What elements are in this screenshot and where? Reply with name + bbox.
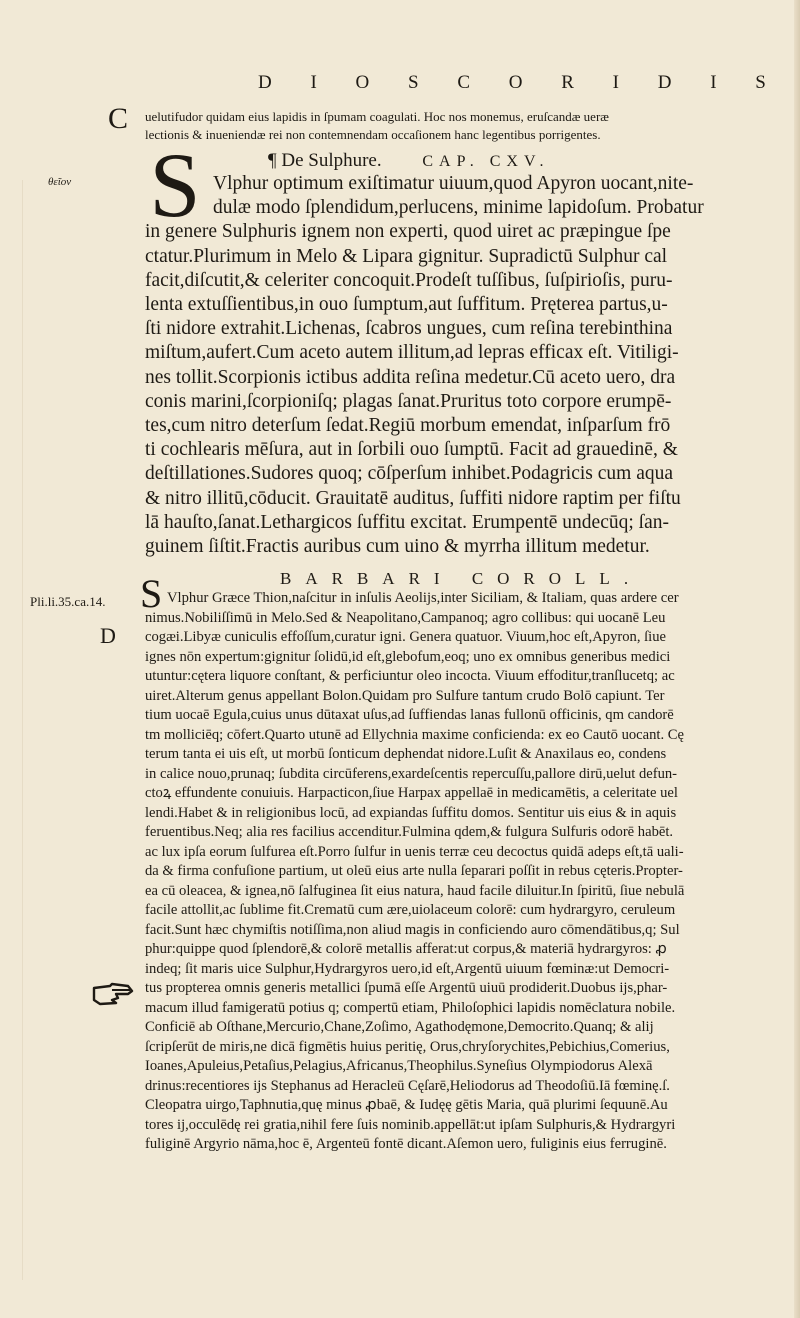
text-line: tes,cum nitro deterſum ſedat.Regiū morbum emendat, inſparſum frō [145, 415, 671, 437]
commentary-line: da & firma confuſione partium, ut oleū eius arte nulla ſeparari poſſit in rebus cęteris.Propter- [145, 863, 683, 879]
commentary-line: ſcripſerūt de miris,ne dicā figmētis huius peritię, Orus,chryſorychites,Pebichius,Comerius, [145, 1038, 670, 1055]
margin-ruling [22, 180, 23, 1280]
commentary-line: facile attollit,ac ſublime fit.Crematū cum ære,uiolaceum colorē: cum hydrargyro, ceruleum [145, 902, 676, 918]
commentary-line: ac lux ipſa eorum ſulfurea eſt.Porro ſulfur in uenis terræ ceu decoctus quidā adeps eſt,tā uali- [145, 843, 684, 860]
commentary-line: phur:quippe quod ſplendorē,& colorē metallis afferat:ut corpus,& materiā hydrargyros: ꝓ [145, 941, 667, 957]
intro-line: lectionis & inueniendæ rei non contemnendam occaſionem hanc legentibus porrigentes. [145, 127, 601, 142]
commentary-line: tores ij,occulēdę rei gratia,nihil fere ſuis nominib.appellāt:ut ipſam Sulphuris,& Hydrargyri [145, 1116, 676, 1133]
commentary-line: fuliginē Argyrio nāma,hoc ē, Argenteū fontē dicant.Aſemon uero, fuliginis eius ferruginē. [145, 1136, 667, 1152]
commentary-line: cogæi.Libyæ cuniculis effoſſum,curatur igni. Genera quatuor. Viuum,hoc eſt,Apyron, ſiue [145, 629, 667, 645]
text-line: Vlphur optimum exiſtimatur uiuum,quod Apyron uocant,nite- [213, 173, 694, 194]
running-head: D I O S C O R I D I S [258, 72, 783, 93]
commentary-heading: BARBARI COROLL. [280, 569, 643, 588]
commentary-line: indeq; ſit maris uice Sulphur,Hydrargyros uero,id eſt,Argentū uiuum fœminæ:ut Democri- [145, 960, 670, 977]
commentary-line: facit.Sunt hæc chymiſtis notiſſima,non aliud magis in conficiendo auro cōmendātibus,q; Sul [145, 921, 680, 938]
text-line: conis marini,ſcorpioniſq; plagas ſanat.Pruritus toto corpore erumpē- [145, 390, 672, 412]
margin-note-greek: θεῖον [48, 176, 72, 188]
commentary-line: Ioanes,Apuleius,Petaſius,Pelagius,Africanus,Theophilus.Syneſius Olympiodorus Alexā [145, 1058, 653, 1074]
text-line: facit,diſcutit,& celeriter concoquit.Prodeſt tuſſibus, ſuſpirioſis, puru- [145, 269, 673, 291]
text-line: in genere Sulphuris ignem non experti, quod uiret ac præpingue ſpe [145, 221, 671, 243]
commentary-line: terum tanta ei uis eſt, ut morbū ſonticum dephendat nidore.Luſit & Anaxilaus eo, condens [145, 746, 667, 762]
commentary-line: Cleopatra uirgo,Taphnutia,quę minus ꝓbaē, & Iudęę gētis Maria, quā plurimi ſequunē.Au [145, 1097, 668, 1113]
text-line: ſti nidore extrahit.Lichenas, ſcabros ungues, cum reſina terebinthina [145, 318, 673, 340]
text-line: dulæ modo ſplendidum,perlucens, minime lapidoſum. Probatur [213, 197, 704, 219]
text-line: deſtillationes.Sudores quoq; cōſperſum inhibet.Podagricis cum aqua [145, 463, 674, 485]
commentary-line: Conficiē ab Oſthane,Mercurio,Chane,Zoſimo, Agathodęmone,Democrito.Quanq; & alij [145, 1019, 654, 1035]
commentary-line: lendi.Habet & in religionibus locū, ad expiandas ſuffitu domos. Sentitur uis eius & in aquis [145, 804, 677, 821]
commentary-line: macum illud famigeratū potius q; compertū etiam, Philoſophici lapidis nomēclatura nobile. [145, 999, 676, 1016]
commentary-line: ctoꝝ effundente conuiuis. Harpacticon,ſiue Harpax appellaē in medicamētis, a celeritate uel [145, 785, 678, 801]
drop-initial-c: C [108, 102, 129, 135]
intro-line: uelutifudor quidam eius lapidis in ſpumam coagulati. Hoc nos monemus, eruſcandæ ueræ [145, 109, 609, 124]
text-line: nes tollit.Scorpionis ictibus addita reſina medetur.Cū aceto uero, dra [145, 366, 676, 388]
commentary-line: ignes nōn expertum:gignitur ſolidū,id eſt,glebofum,eoq; uno ex omnibus generibus medici [145, 648, 671, 665]
chapter-title: De Sulphure. [281, 150, 382, 171]
intro-paragraph [145, 108, 785, 144]
text-line: ti cochlearis mēſura, aut in ſorbili ouo ſumptū. Facit ad grauedinē, & [145, 439, 678, 461]
text-line: & nitro illitū,cōducit. Grauitatē auditus, ſuffiti nidore raptim per fiſtu [145, 487, 681, 509]
manicule-pointing-hand-icon [92, 982, 134, 1006]
decorated-initial-s: S [149, 134, 201, 236]
commentary-line: drinus:recentiores ijs Stephanus ad Heracleū Cęſarē,Heliodorus ad Theodoſiū.Iā fœminę.ſ. [145, 1077, 670, 1094]
commentary-line: tus propterea omnis generis metallici ſpumā eſſe Argentū uiuū prodiderit.Duobus ijs,phar- [145, 980, 668, 996]
commentary-line: Vlphur Græce Thion,naſcitur in inſulis Aeolijs,inter Siciliam, & Italiam, quas ardere cer [167, 590, 679, 606]
commentary-line: nimus.Nobiliſſimū in Melo.Sed & Neapolitano,Campanoq; agro collibus: qui uocanē Leu [145, 609, 666, 626]
text-line: lā hauſto,ſanat.Lethargicos ſuffitu excitat. Erumpentē undecūq; ſan- [145, 511, 669, 533]
margin-initial-d: D [100, 623, 116, 648]
commentary-line: utuntur:cętera liquore conſtant, & perficiuntur oleo incocta. Viuum effoditur,tranſlucetq; ac [145, 668, 675, 684]
commentary-initial-s: S [140, 571, 163, 616]
main-text [145, 172, 793, 559]
text-line: ctatur.Plurimum in Melo & Lipara gignitur. Supradictū Sulphur cal [145, 245, 668, 267]
commentary-line: in calice nouo,prunaq; ſubdita circūferens,exardeſcentis repercuſſu,pallore dirū,uelut defun- [145, 765, 678, 782]
text-line: miſtum,aufert.Cum aceto autem illitum,ad lepras efficax eſt. Vitiligi- [145, 342, 679, 364]
commentary-text [145, 589, 795, 1155]
margin-note-pliny: Pli.li.35.ca.14. [30, 594, 106, 609]
chapter-number: CAP. CXV. [422, 153, 550, 170]
commentary-line: tm molliciēq; cōfert.Quarto utunē ad Ellychnia maxime conficienda: ex eo Cautō uocant. Cę [145, 726, 684, 743]
commentary-line: uiret.Alterum genus appellant Bolon.Quidam pro Sulfure tantum crudo Bolō capiunt. Ter [145, 687, 665, 704]
paragraph-mark-icon: ¶ [268, 150, 277, 171]
chapter-heading [268, 150, 788, 172]
commentary-line: feruentibus.Neq; alia res facilius accenditur.Fulmina qdem,& fulgura Sulfuris odorē habēt. [145, 824, 674, 840]
commentary-line: ea cū oleacea, & ignea,nō ſalfuginea ſit eius natura, haud facile diluitur.In ſpiritū, ſiue nebulā [145, 882, 685, 899]
text-line: lenta extuſſientibus,in ouo ſumptum,aut ſuffitum. Pręterea partus,u- [145, 294, 668, 316]
commentary-line: tium uocaē Egula,cuius unus dūtaxat uſus,ad ſuffiendas lanas fullonū officinis, qm candorē [145, 707, 674, 723]
text-line: guinem ſiſtit.Fractis auribus cum uino & myrrha illitum medetur. [145, 536, 650, 558]
